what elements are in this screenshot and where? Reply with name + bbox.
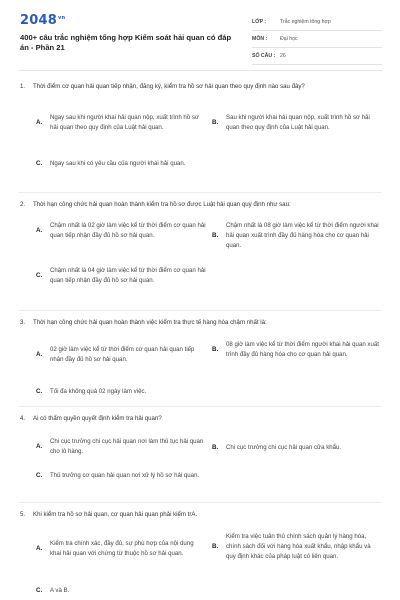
option-letter: C. <box>36 272 43 279</box>
option-text: Tối đa không quá 02 ngày làm việc. <box>50 388 147 395</box>
meta-label: LỚP : <box>252 19 267 25</box>
question-item <box>20 510 382 520</box>
option-text: Thủ trưởng cơ quan hải quan nơi xử lý hồ sơ hải quan. <box>50 472 200 479</box>
option-text: A và B. <box>50 587 70 594</box>
option-text: Chậm nhất là 08 giờ làm việc kể từ thời điểm người khai hải quan xuất trình đầy đủ hàng hóa cho cơ quan hải quan. <box>226 222 379 249</box>
option-a[interactable] <box>36 539 206 559</box>
option-letter: C. <box>36 587 43 594</box>
meta-value: Đại học <box>280 36 298 42</box>
option-text: Kiểm tra chính xác, đầy đủ, sự phù hợp của nội dung khai hải quan với chứng từ thuộc hồ sơ hải quan. <box>50 540 194 557</box>
option-b[interactable] <box>212 340 382 360</box>
question-item <box>20 318 382 328</box>
option-letter: B. <box>212 543 219 550</box>
page-header <box>0 0 400 68</box>
meta-value: 26 <box>280 53 286 59</box>
option-c[interactable] <box>36 387 206 397</box>
option-b[interactable] <box>212 532 382 562</box>
question-number: 5. <box>20 511 26 518</box>
option-b[interactable] <box>212 113 382 133</box>
meta-label: MÔN : <box>252 36 268 42</box>
question-divider <box>18 192 382 193</box>
question-text: Ai có thẩm quyền quyết định kiểm tra hải quan? <box>33 415 162 422</box>
question-item <box>20 414 382 424</box>
document-title: 400+ câu trắc nghiệm tổng hợp Kiểm soát hải quan có đáp án - Phần 21 <box>20 33 232 52</box>
option-letter: C. <box>36 388 43 395</box>
meta-value: Trắc nghiệm tổng hợp <box>280 19 331 25</box>
option-letter: A. <box>36 443 43 450</box>
option-a[interactable] <box>36 221 206 241</box>
option-b[interactable] <box>212 443 382 453</box>
question-stem <box>20 82 382 92</box>
option-text: Ngay sau khi có yêu cầu của người khai hải quan. <box>50 160 186 167</box>
question-text: Thời hạn công chức hải quan hoàn thành việc kiểm tra thực tế hàng hóa chậm nhất là: <box>33 319 267 326</box>
question-number: 4. <box>20 415 26 422</box>
question-stem <box>20 510 382 520</box>
meta-label: SỐ CÂU : <box>252 53 276 59</box>
option-letter: A. <box>36 351 43 358</box>
option-c[interactable] <box>36 586 206 596</box>
option-c[interactable] <box>36 159 206 169</box>
question-stem <box>20 318 382 328</box>
option-letter: C. <box>36 160 43 167</box>
question-text: Thời hạn công chức hải quan hoàn thành kiểm tra hồ sơ được Luật hải quan quy định như sau: <box>33 201 291 208</box>
question-number: 3. <box>20 319 26 326</box>
question-text: Khi kiểm tra hồ sơ hải quan, cơ quan hải quan phải kiểm trA. <box>33 511 198 518</box>
option-a[interactable] <box>36 437 206 457</box>
option-c[interactable] <box>36 266 206 286</box>
option-text: Chậm nhất là 02 giờ làm việc kể từ thời điểm cơ quan hải quan tiếp nhận đầy đủ hồ sơ hải quan. <box>50 222 206 239</box>
question-item <box>20 82 382 92</box>
question-divider <box>18 502 382 503</box>
question-text: Thời điểm cơ quan hải quan tiếp nhận, đăng ký, kiểm tra hồ sơ hải quan theo quy định nào sau đây? <box>33 83 305 90</box>
option-letter: B. <box>212 444 219 451</box>
question-stem <box>20 200 382 210</box>
question-number: 1. <box>20 83 26 90</box>
site-logo[interactable] <box>20 13 65 28</box>
option-letter: A. <box>36 545 43 552</box>
question-number: 2. <box>20 201 26 208</box>
meta-row-count <box>252 48 382 65</box>
option-a[interactable] <box>36 345 206 365</box>
option-text: 08 giờ làm việc kể từ thời điểm người khai hải quan xuất trình đầy đủ hàng hóa cho cơ quan hải quan. <box>226 341 379 358</box>
option-text: Sau khi người khai hải quan nộp, xuất trình hồ sơ hải quan theo quy định của Luật hải quan. <box>226 114 370 131</box>
question-stem <box>20 414 382 424</box>
question-divider <box>18 310 382 311</box>
question-item <box>20 200 382 210</box>
option-b[interactable] <box>212 221 382 251</box>
option-c[interactable] <box>36 471 206 481</box>
option-text: Chi cục trưởng chi cục hải quan cửa khẩu. <box>226 444 342 451</box>
option-letter: C. <box>36 472 43 479</box>
option-text: 02 giờ làm việc kể từ thời điểm cơ quan hải quan tiếp nhận đầy đủ hồ sơ hải quan. <box>50 346 195 363</box>
logo-text: 2048 <box>20 13 57 28</box>
meta-table <box>252 14 382 65</box>
option-a[interactable] <box>36 113 206 133</box>
option-letter: B. <box>212 346 219 353</box>
option-text: Ngay sau khi người khai hải quan nộp, xuất trình hồ sơ hải quan theo quy định của Luật hải quan. <box>50 114 199 131</box>
question-divider <box>18 406 382 407</box>
option-text: Chi cục trưởng chi cục hải quan nơi làm thủ tục hải quan cho lô hàng. <box>50 438 204 455</box>
option-letter: A. <box>36 227 43 234</box>
option-letter: A. <box>36 119 43 126</box>
option-text: Chậm nhất là 04 giờ làm việc kể từ thời điểm cơ quan hải quan tiếp nhận đầy đủ hồ sơ hải quan. <box>50 267 206 284</box>
meta-row-class <box>252 14 382 31</box>
option-text: Kiểm tra việc tuân thủ chính sách quản lý hàng hóa, chính sách đối với hàng hóa xuất khẩu, nhập khẩu và quy định khác của pháp luật có liên quan. <box>226 533 371 560</box>
header-divider <box>18 70 382 71</box>
meta-row-subject <box>252 31 382 48</box>
option-letter: B. <box>212 232 219 239</box>
option-letter: B. <box>212 119 219 126</box>
logo-suffix: vn <box>57 14 66 21</box>
